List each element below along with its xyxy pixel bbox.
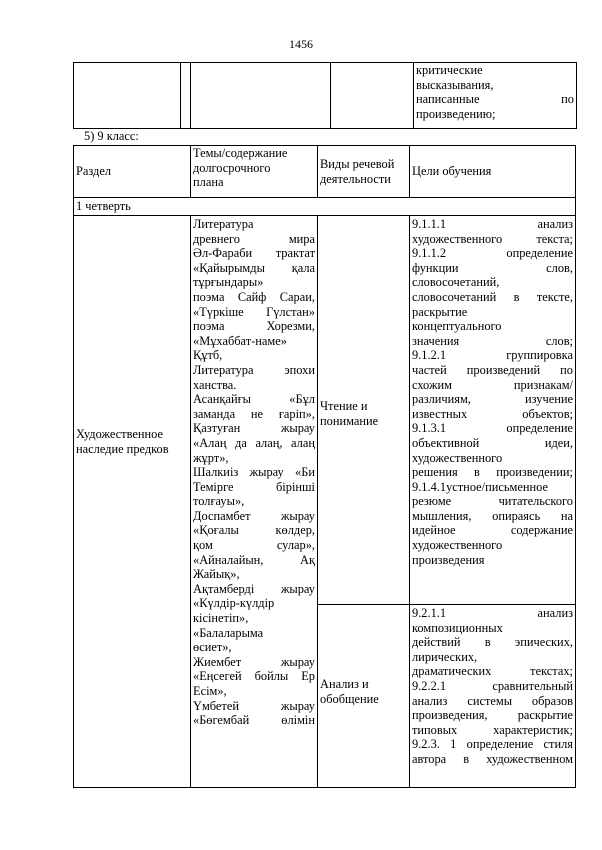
text-line: кісінетіп», [193,611,249,626]
text-line: заманда не ғаріп», [193,406,315,421]
text-line: решения в произведении; [412,465,573,480]
topics-cell [191,216,318,788]
previous-table-fragment [73,62,577,129]
text-line: лирических, [412,649,478,664]
text-line: функции слов, [412,260,573,275]
goals-text [416,63,574,121]
text-line: толғауы», [193,494,245,509]
goals-analysis-cell [410,605,576,788]
page-number: 1456 [289,37,313,51]
empty-cell-activity [331,63,414,129]
text-line: критические [416,63,483,77]
text-line: действий в эпических, [412,635,573,650]
text-line: 9.1.4.1устное/письменное [412,479,548,494]
text-line: Шалкиіз жырау «Би [193,465,315,480]
header-row [74,146,576,198]
text-line: Әл-Фараби трактат [193,246,315,261]
text-line: древнего мира [193,231,315,246]
text-line: словосочетаний в тексте, [412,289,573,304]
text-line: «Мұхаббат-наме» [193,333,287,348]
section-name-cell: Художественное наследие предков [74,216,191,788]
text-line: поэма Сайф Сараи, [193,289,315,304]
text-line: Қазтуған жырау [193,421,315,436]
text-line: частей произведений по [412,362,573,377]
text-line: қом сулар», [193,538,315,553]
text-line: «Түркіше Гүлстан» [193,304,315,319]
header-section: Раздел [74,146,191,198]
text-line: 9.1.3.1 определение [412,421,573,436]
text-line: ханства. [193,377,237,392]
text-line: Жиембет жырау [193,654,315,669]
text-line: «Қайырымды қала [193,260,315,275]
text-line: художественного [412,450,503,465]
header-goals: Цели обучения [410,146,576,198]
text-line: драматических текстах; [412,664,573,679]
text-line: произведения [412,552,485,567]
text-line: «Еңсегей бойлы Ер [193,669,315,684]
quarter-label: 1 четверть [74,198,576,216]
text-line: объективной идеи, [412,435,573,450]
text-line: 9.1.1.2 определение [412,246,573,261]
text-line: поэма Хорезми, [193,319,315,334]
content-row-reading [74,216,576,605]
text-line: 9.2.1.1 анализ [412,606,573,620]
text-line: 9.2.3. 1 определение стиля [412,737,573,752]
text-line: Ақтамберді жырау [193,581,315,596]
text-line: өсиет», [193,640,232,655]
class-label: 5) 9 класс: [84,129,139,143]
text-line: Асанқайғы «Бұл [193,392,315,407]
text-line: художественного [412,538,503,553]
text-line: раскрытие [412,304,468,319]
text-line: мышления, опираясь на [412,508,573,523]
text-line: типовых характеристик; [412,722,573,737]
topics-list [193,217,315,728]
text-line: «Алаң да алаң, алаң [193,435,315,450]
text-line: высказывания, [416,77,494,92]
text-line: 9.1.2.1 группировка [412,348,573,363]
text-line: «Бөгембай өлімін [193,713,315,728]
text-line: схожим признакам/ [412,377,573,392]
text-line: Жайық», [193,567,240,582]
text-line: «Қоғалы көлдер, [193,523,315,538]
activity-reading-cell: Чтение и понимание [318,216,410,605]
text-line: Есім», [193,684,227,698]
goals-analysis-list [412,606,573,767]
text-line: Үмбетей жырау [193,698,315,713]
empty-cell-section [74,63,181,129]
activity-analysis-cell: Анализ и обобщение [318,605,410,788]
goals-reading-list [412,217,573,567]
text-line: Литература эпохи [193,362,315,377]
goals-reading-cell [410,216,576,605]
text-line: известных объектов; [412,406,573,421]
text-line: значения слов; [412,333,573,348]
text-line: Темірге бірінші [193,479,315,494]
text-line: произведению; [416,106,496,121]
text-line: композиционных [412,620,503,635]
text-line: 9.1.1.1 анализ [412,217,573,231]
text-line: различиям, изучение [412,392,573,407]
header-activity: Виды речевой деятельности [318,146,410,198]
empty-cell-topics [191,63,331,129]
text-line: жұрт», [193,450,229,465]
text-line: Құтб, [193,348,223,363]
text-line: идейное содержание [412,523,573,538]
text-line: «Айналайын, Ақ [193,552,315,567]
text-line: написанные по [416,92,574,107]
text-line: Литература [193,217,254,231]
text-line: анализ системы образов [412,693,573,708]
empty-cell-narrow [181,63,191,129]
text-line: концептуального [412,319,502,334]
goals-cell [414,63,577,129]
text-line: «Балаларыма [193,625,264,640]
text-line: Доспамбет жырау [193,508,315,523]
text-line: произведения, раскрытие [412,708,573,723]
text-line: художественного текста; [412,231,573,246]
text-line: словосочетаний, [412,275,500,290]
text-line: тұрғындары» [193,275,264,290]
text-line: 9.2.2.1 сравнительный [412,678,573,693]
curriculum-table [73,145,576,788]
quarter-row [74,198,576,216]
text-line: «Күлдір-күлдір [193,596,275,611]
text-line: автора в художественном [412,751,573,766]
text-line: резюме читательского [412,494,573,509]
header-topics: Темы/содержание долгосрочного плана [191,146,318,198]
